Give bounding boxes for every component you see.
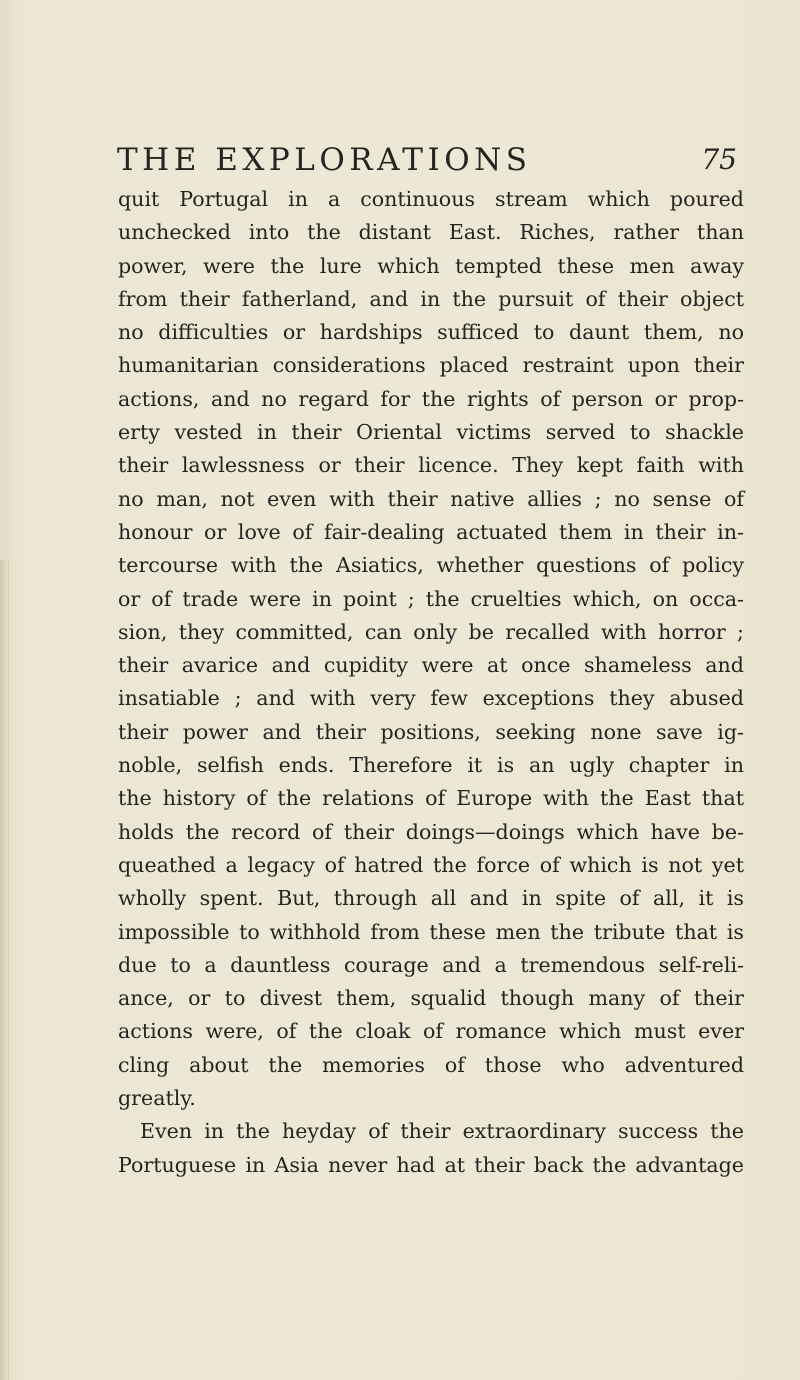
- text-line: insatiable ; and with very few exceptions they abused: [118, 686, 744, 711]
- text-line: erty vested in their Oriental victims served to shackle: [118, 420, 744, 445]
- text-line: holds the record of their doings—doings which have be-: [118, 819, 744, 844]
- text-line: tercourse with the Asiatics, whether questions of policy: [118, 553, 744, 578]
- running-head: [117, 140, 737, 180]
- text-line: from their fatherland, and in the pursuit of their object: [118, 286, 744, 311]
- text-line: queathed a legacy of hatred the force of which is not yet: [118, 852, 744, 877]
- text-line: honour or love of fair-dealing actuated them in their in-: [118, 519, 744, 544]
- text-line: sion, they committed, can only be recalled with horror ;: [118, 619, 744, 644]
- text-line: or of trade were in point ; the cruelties which, on occa-: [118, 586, 744, 611]
- paragraph-end-line: greatly.: [118, 1086, 196, 1111]
- text-line: impossible to withhold from these men the tribute that is: [118, 919, 744, 944]
- text-line: noble, selfish ends. Therefore it is an ugly chapter in: [118, 753, 744, 778]
- body-text: [118, 183, 744, 1182]
- text-line: cling about the memories of those who adventured: [118, 1052, 744, 1077]
- text-line: wholly spent. But, through all and in spite of all, it is: [118, 886, 744, 911]
- text-line: their lawlessness or their licence. They kept faith with: [118, 453, 744, 478]
- page-number: 75: [701, 143, 737, 176]
- text-line: humanitarian considerations placed restraint upon their: [118, 353, 744, 378]
- text-line: due to a dauntless courage and a tremendous self-reli-: [118, 952, 744, 977]
- text-line: actions, and no regard for the rights of person or prop-: [118, 386, 744, 411]
- running-title: THE EXPLORATIONS: [117, 142, 532, 178]
- paragraph-start-line: Even in the heyday of their extraordinary success the: [140, 1119, 744, 1144]
- text-line: Portuguese in Asia never had at their back the advantage: [118, 1152, 744, 1177]
- text-line: no man, not even with their native allies ; no sense of: [118, 486, 744, 511]
- text-line: the history of the relations of Europe with the East that: [118, 786, 744, 811]
- text-line: their avarice and cupidity were at once shameless and: [118, 653, 744, 678]
- text-line: ance, or to divest them, squalid though many of their: [118, 986, 744, 1011]
- text-line: quit Portugal in a continuous stream which poured: [118, 187, 744, 211]
- text-line: their power and their positions, seeking none save ig-: [118, 719, 744, 744]
- text-line: actions were, of the cloak of romance which must ever: [118, 1019, 744, 1044]
- text-line: unchecked into the distant East. Riches, rather than: [118, 220, 744, 245]
- page-gutter-shadow: [0, 560, 9, 1380]
- text-line: no difficulties or hardships sufficed to daunt them, no: [118, 320, 744, 345]
- text-line: power, were the lure which tempted these men away: [118, 253, 744, 278]
